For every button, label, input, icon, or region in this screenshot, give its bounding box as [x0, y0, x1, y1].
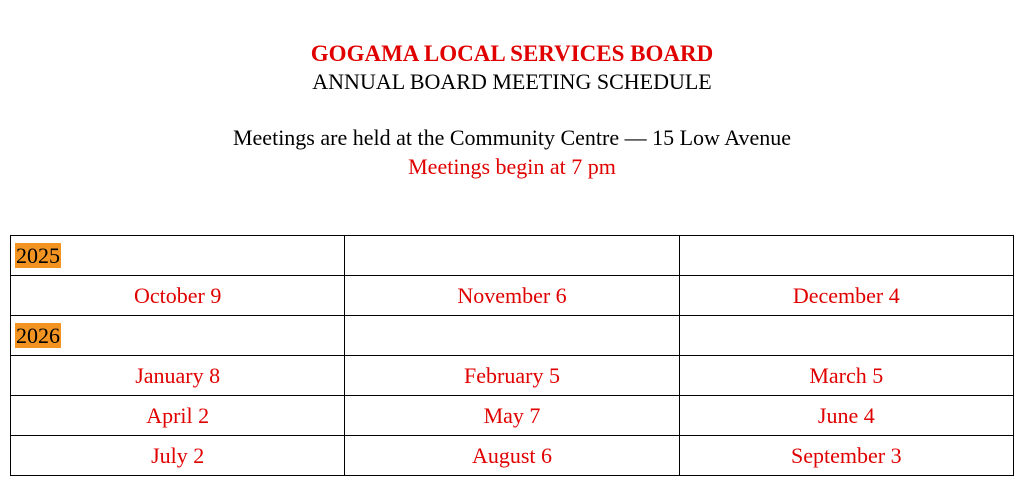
year-row-2025: [11, 236, 1014, 276]
year-label-2026: 2026: [16, 322, 60, 348]
meeting-schedule-table: [10, 235, 1014, 476]
meeting-date: July 2: [11, 436, 345, 476]
meeting-info: [0, 123, 1024, 181]
document-header: [0, 40, 1024, 96]
document-title: ANNUAL BOARD MEETING SCHEDULE: [312, 69, 712, 94]
year-cell: [11, 316, 345, 356]
meeting-date: October 9: [11, 276, 345, 316]
organization-name: GOGAMA LOCAL SERVICES BOARD: [310, 41, 714, 66]
empty-cell: [345, 316, 679, 356]
year-label-2025: 2025: [16, 242, 60, 268]
meeting-date: February 5: [345, 356, 679, 396]
empty-cell: [679, 316, 1013, 356]
meeting-date: January 8: [11, 356, 345, 396]
table-row: [11, 396, 1014, 436]
meeting-date: August 6: [345, 436, 679, 476]
table-row: [11, 276, 1014, 316]
year-row-2026: [11, 316, 1014, 356]
meeting-date: March 5: [679, 356, 1013, 396]
meeting-date: April 2: [11, 396, 345, 436]
empty-cell: [345, 236, 679, 276]
meeting-date: December 4: [679, 276, 1013, 316]
empty-cell: [679, 236, 1013, 276]
meeting-date: September 3: [679, 436, 1013, 476]
meeting-date: June 4: [679, 396, 1013, 436]
table-row: [11, 356, 1014, 396]
table-row: [11, 436, 1014, 476]
meeting-location: Meetings are held at the Community Centre — 15 Low Avenue: [232, 125, 792, 150]
meeting-start-time: Meetings begin at 7 pm: [408, 154, 616, 179]
meeting-date: May 7: [345, 396, 679, 436]
year-cell: [11, 236, 345, 276]
meeting-date: November 6: [345, 276, 679, 316]
